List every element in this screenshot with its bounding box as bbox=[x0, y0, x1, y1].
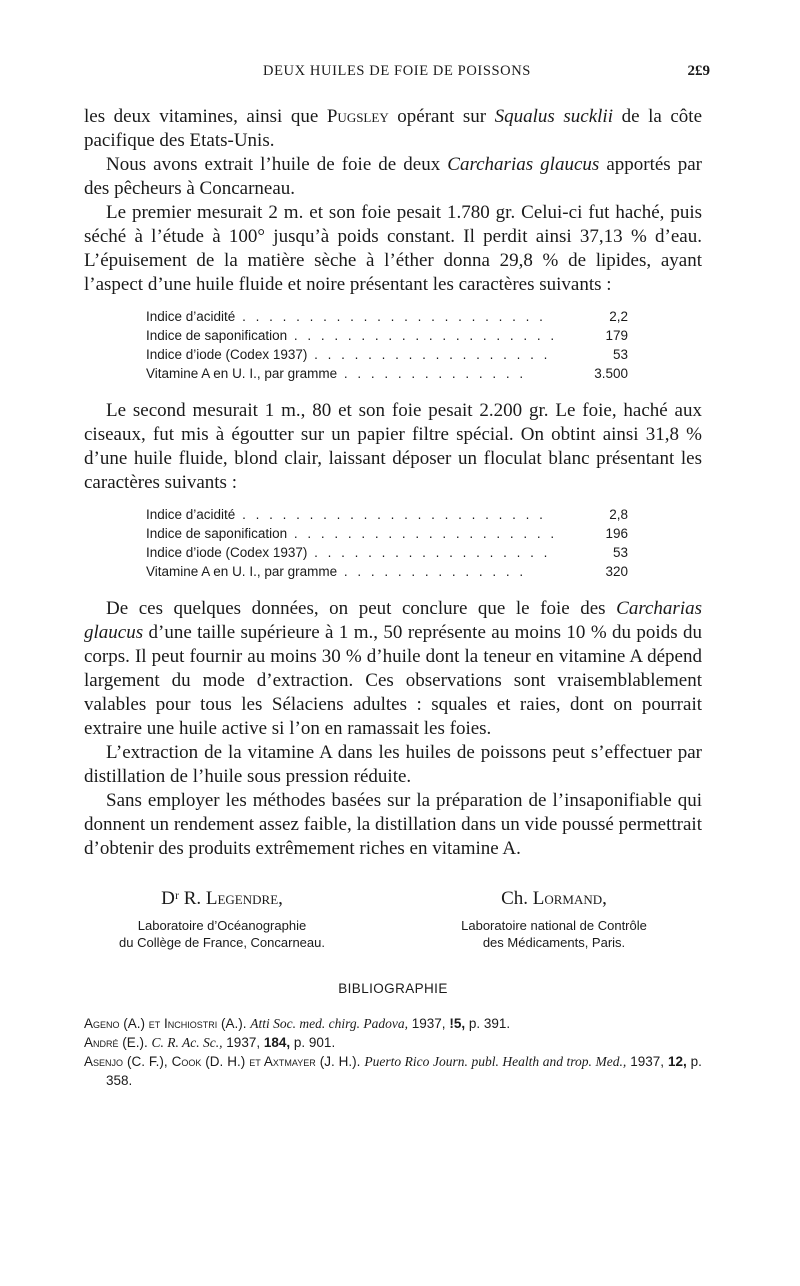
text: d’une taille supérieure à 1 m., 50 représente au moins 10 % du poids du corps. Il peut fournir au moins 30 % d’huile dont la teneur en vitamine A dépend largement du mode d’extraction. Ces observations sont vraisemblablement valables pour tous les Sélaciens adultes : squales et raies, dont on pourrait extraire une huile active si l’on en ramassait les foies. bbox=[84, 622, 702, 739]
property-label: Indice d’acidité bbox=[146, 507, 236, 522]
property-value: 196 bbox=[605, 526, 628, 541]
leader-dots: . . . . . . . . . . . . . . bbox=[337, 564, 527, 579]
ref-pages: p. 358. bbox=[106, 1054, 702, 1088]
property-label: Indice d’acidité bbox=[146, 309, 236, 324]
leader-dots: . . . . . . . . . . . . . . . . . . . . bbox=[287, 328, 558, 343]
ref-year: 1937, bbox=[226, 1035, 261, 1050]
property-value: 2,8 bbox=[609, 507, 628, 522]
table-row bbox=[146, 543, 628, 562]
affiliation bbox=[404, 917, 704, 951]
property-value: 53 bbox=[612, 545, 628, 560]
reference-2 bbox=[84, 1033, 702, 1052]
running-title: DEUX HUILES DE FOIE DE POISSONS bbox=[263, 63, 531, 79]
signatures bbox=[84, 887, 702, 971]
affiliation-line: du Collège de France, Concarneau. bbox=[119, 935, 325, 950]
property-label: Vitamine A en U. I., par gramme bbox=[146, 366, 338, 381]
property-label: Vitamine A en U. I., par gramme bbox=[146, 564, 338, 579]
species-name: Squalus sucklii bbox=[494, 106, 613, 127]
properties-table-1 bbox=[146, 307, 628, 383]
reference-3 bbox=[84, 1052, 702, 1090]
property-value: 3.500 bbox=[594, 366, 628, 381]
ref-authors: André (E.). bbox=[84, 1035, 148, 1050]
text: les deux vitamines, ainsi que bbox=[84, 106, 319, 127]
signature-legendre bbox=[72, 887, 372, 951]
leader-dots: . . . . . . . . . . . . . . bbox=[337, 366, 527, 381]
table-row bbox=[146, 562, 628, 581]
table-row bbox=[146, 524, 628, 543]
table-row bbox=[146, 505, 628, 524]
ref-authors: Asenjo (C. F.), Cook (D. H.) et Axtmayer (J. H.). bbox=[84, 1054, 361, 1069]
paragraph-4: Le second mesurait 1 m., 80 et son foie pesait 2.200 gr. Le foie, haché aux ciseaux, fut mis à égoutter sur un papier filtre spécial. On obtint ainsi 31,8 % d’une huile fluide, blond clair, laissant déposer un floculat blanc présentant les caractères suivants : bbox=[84, 400, 702, 493]
text: Nous avons extrait l’huile de foie de deux bbox=[106, 154, 441, 175]
table-row bbox=[146, 307, 628, 326]
leader-dots: . . . . . . . . . . . . . . . . . . . . . . . bbox=[235, 309, 546, 324]
property-value: 2,2 bbox=[609, 309, 628, 324]
bibliography-title: BIBLIOGRAPHIE bbox=[338, 981, 448, 996]
page-number: 2£9 bbox=[687, 63, 710, 79]
ref-year: 1937, bbox=[411, 1016, 446, 1031]
leader-dots: . . . . . . . . . . . . . . . . . . bbox=[307, 347, 551, 362]
signature-name: Lormand, bbox=[532, 888, 607, 909]
signature-name: Legendre, bbox=[205, 888, 283, 909]
property-label: Indice d’iode (Codex 1937) bbox=[146, 347, 308, 362]
paragraph-2 bbox=[84, 153, 702, 201]
ref-year: 1937, bbox=[630, 1054, 664, 1069]
property-value: 53 bbox=[612, 347, 628, 362]
ref-journal: Puerto Rico Journ. publ. Health and trop. Med., bbox=[364, 1054, 627, 1069]
ref-volume: 184, bbox=[263, 1035, 291, 1050]
text: apportés par des pêcheurs à Concarneau. bbox=[84, 154, 702, 199]
ref-pages: p. 391. bbox=[468, 1016, 511, 1031]
paragraph-3: Le premier mesurait 2 m. et son foie pesait 1.780 gr. Celui-ci fut haché, puis séché à l’étude à 100° jusqu’à poids constant. Il perdit ainsi 37,13 % d’eau. L’épuisement de la matière sèche à l’éther donna 29,8 % de lipides, ayant l’aspect d’une huile fluide et noire présentant les caractères suivants : bbox=[84, 202, 702, 295]
ref-journal: Atti Soc. med. chirg. Padova, bbox=[250, 1016, 408, 1031]
leader-dots: . . . . . . . . . . . . . . . . . . bbox=[307, 545, 551, 560]
table-row bbox=[146, 364, 628, 383]
property-label: Indice de saponification bbox=[146, 526, 288, 541]
signature-lormand bbox=[404, 887, 704, 951]
paragraph-5 bbox=[84, 597, 702, 741]
ref-authors: Ageno (A.) et Inchiostri (A.). bbox=[84, 1016, 247, 1031]
signature-prefix: Dʳ R. bbox=[161, 888, 202, 909]
page-header bbox=[84, 63, 710, 87]
ref-volume: 12, bbox=[667, 1054, 687, 1069]
leader-dots: . . . . . . . . . . . . . . . . . . . . bbox=[287, 526, 558, 541]
property-value: 320 bbox=[605, 564, 628, 579]
text: De ces quelques données, on peut conclure que le foie des bbox=[106, 598, 606, 619]
affiliation bbox=[72, 917, 372, 951]
text: de la côte pacifique des Etats-Unis. bbox=[84, 106, 703, 151]
affiliation-line: Laboratoire d’Océanographie bbox=[137, 918, 307, 933]
property-label: Indice de saponification bbox=[146, 328, 288, 343]
article-body bbox=[84, 105, 702, 1090]
property-label: Indice d’iode (Codex 1937) bbox=[146, 545, 308, 560]
affiliation-line: des Médicaments, Paris. bbox=[482, 935, 626, 950]
paragraph-6: L’extraction de la vitamine A dans les huiles de poissons peut s’effectuer par distillation de l’huile sous pression réduite. bbox=[84, 742, 702, 787]
table-row bbox=[146, 326, 628, 345]
author-name: Pugsley bbox=[326, 106, 389, 127]
table-row bbox=[146, 345, 628, 364]
signature-prefix: Ch. bbox=[501, 888, 529, 909]
ref-journal: C. R. Ac. Sc., bbox=[151, 1035, 223, 1050]
leader-dots: . . . . . . . . . . . . . . . . . . . . . . . bbox=[235, 507, 546, 522]
paragraph-1 bbox=[84, 105, 702, 153]
affiliation-line: Laboratoire national de Contrôle bbox=[461, 918, 647, 933]
text: opérant sur bbox=[397, 106, 487, 127]
ref-pages: p. 901. bbox=[293, 1035, 336, 1050]
species-name: Carcharias glaucus bbox=[447, 154, 600, 175]
ref-volume: !5, bbox=[449, 1016, 466, 1031]
properties-table-2 bbox=[146, 505, 628, 581]
species-name: Carcharias glaucus bbox=[84, 598, 703, 643]
paragraph-7: Sans employer les méthodes basées sur la préparation de l’insaponifiable qui donnent un rendement assez faible, la distillation dans un vide poussé permettrait d’obtenir des produits extrêmement riches en vitamine A. bbox=[84, 790, 702, 859]
reference-1 bbox=[84, 1014, 702, 1033]
property-value: 179 bbox=[605, 328, 628, 343]
